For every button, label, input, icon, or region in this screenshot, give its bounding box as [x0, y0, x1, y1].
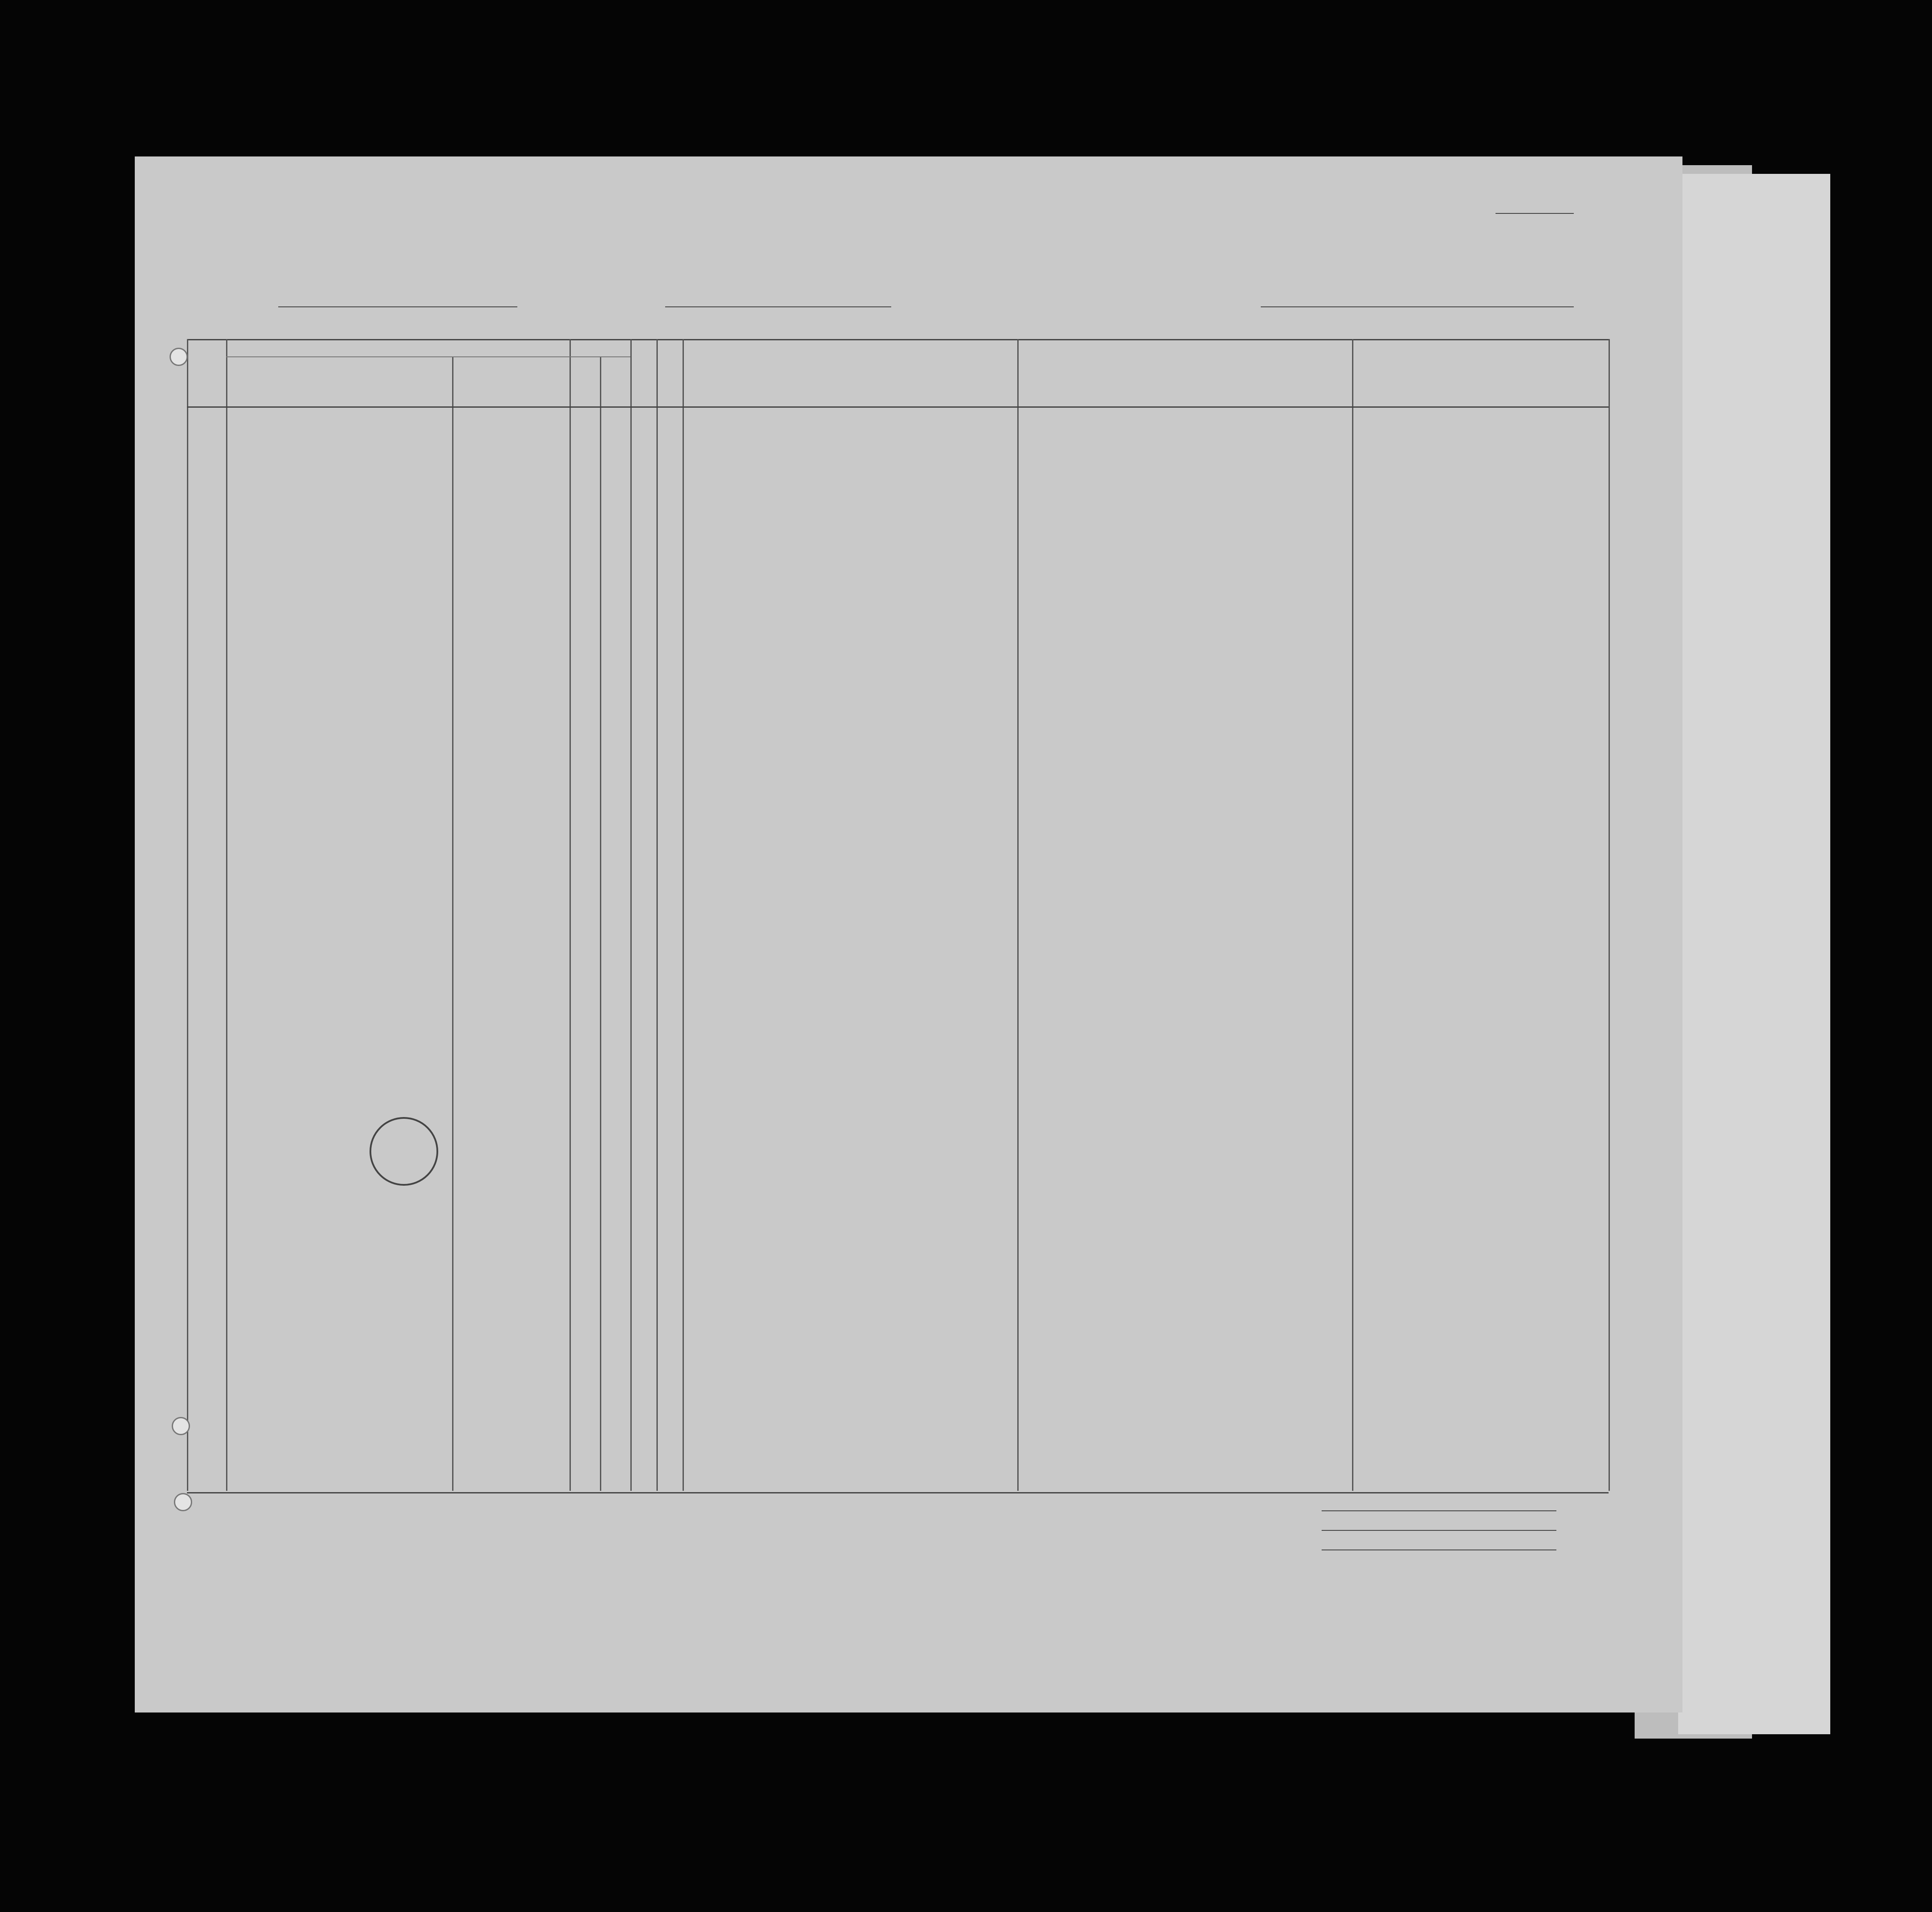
passenger-table [187, 339, 1609, 1493]
line-value [1322, 1510, 1556, 1511]
punch-hole [174, 1493, 192, 1511]
punch-hole [170, 348, 188, 366]
number-value [1496, 213, 1574, 214]
ship-name [278, 306, 517, 307]
back-sheet [1678, 174, 1830, 1734]
manifest-page [135, 156, 1682, 1712]
punch-hole [172, 1417, 190, 1435]
sailing-from [665, 306, 891, 307]
arrival-date-stamp [370, 1117, 438, 1186]
owners-value [1322, 1530, 1556, 1531]
arriving-port [1261, 306, 1574, 307]
